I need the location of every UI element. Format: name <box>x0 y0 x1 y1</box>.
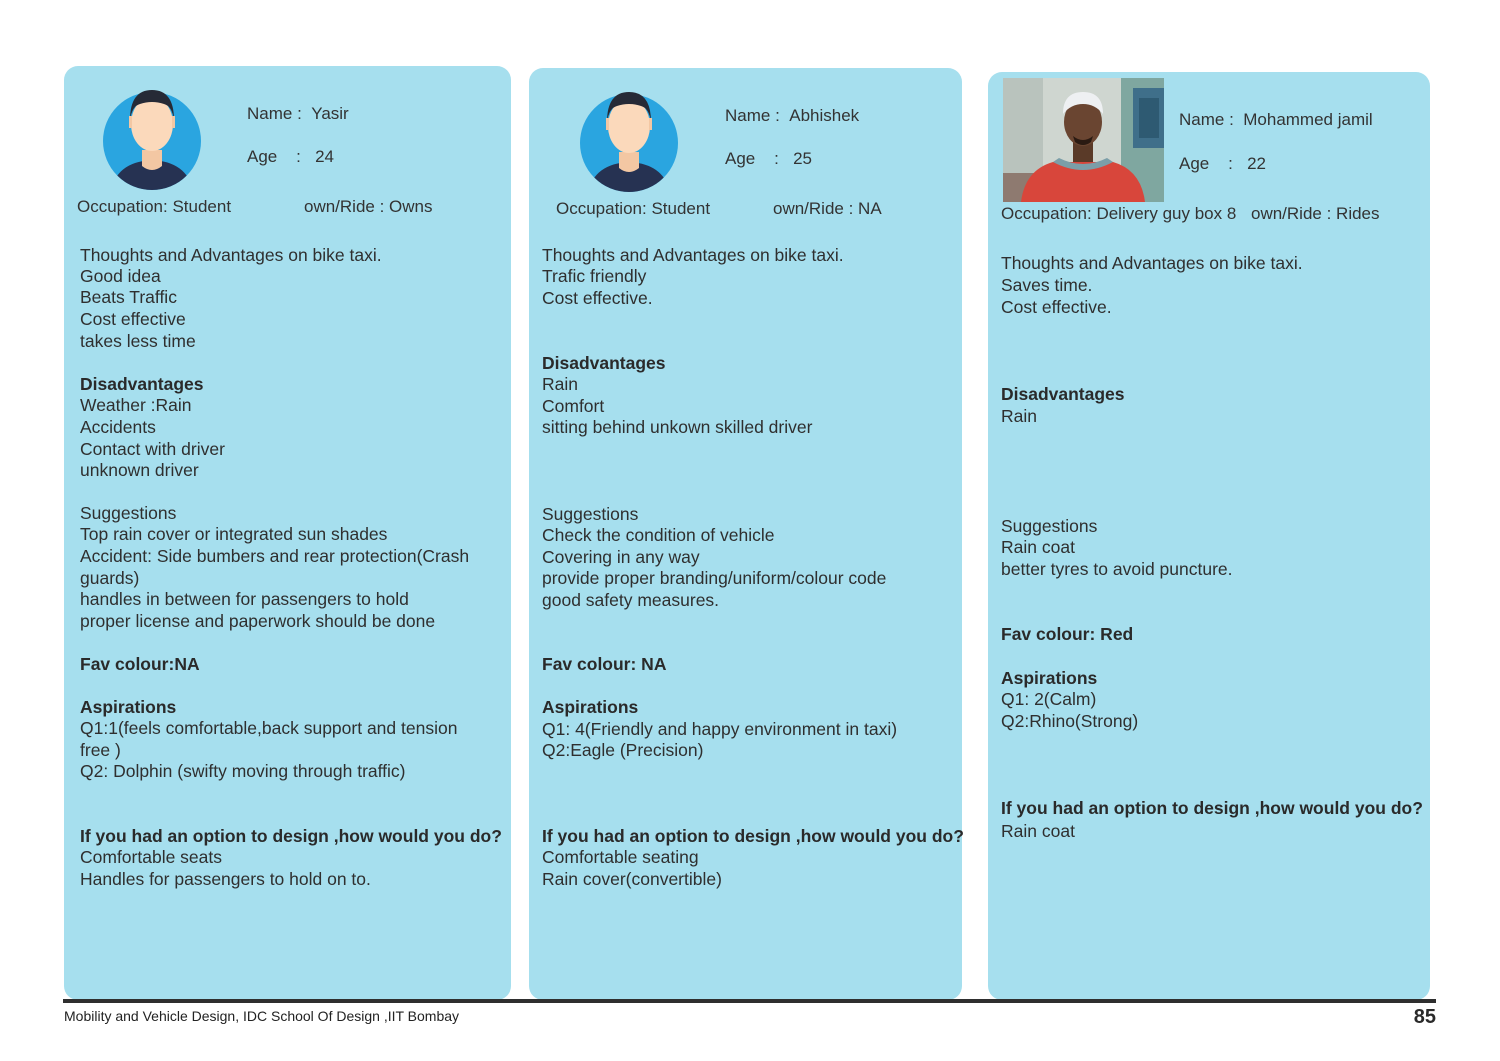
response-line: Thoughts and Advantages on bike taxi. <box>1001 253 1303 273</box>
response-line: unknown driver <box>80 460 199 480</box>
response-line: Accidents <box>80 417 156 437</box>
name-field <box>1179 110 1373 130</box>
response-line: Rain coat <box>1001 821 1075 841</box>
response-line: handles in between for passengers to hold <box>80 589 409 609</box>
footer-rule <box>63 999 1436 1003</box>
response-line: Good idea <box>80 266 161 286</box>
response-line: Rain <box>542 374 578 394</box>
age-field <box>725 149 812 169</box>
response-line: provide proper branding/uniform/colour code <box>542 568 887 588</box>
name-label: Name : <box>247 104 302 123</box>
age-value: 25 <box>793 149 812 168</box>
age-field <box>1179 154 1266 174</box>
response-line: good safety measures. <box>542 590 720 610</box>
response-line: Q1:1(feels comfortable,back support and tension <box>80 718 458 738</box>
response-line: Comfortable seating <box>542 847 699 867</box>
response-line: Suggestions <box>80 503 177 523</box>
response-line: Top rain cover or integrated sun shades <box>80 524 388 544</box>
response-line: Q2: Dolphin (swifty moving through traffic) <box>80 761 406 781</box>
response-line: Cost effective. <box>542 288 653 308</box>
section-heading: Aspirations <box>1001 668 1098 688</box>
age-label: Age <box>725 149 756 168</box>
response-line: Rain coat <box>1001 537 1075 557</box>
age-separator: : <box>1228 154 1233 173</box>
response-line: Trafic friendly <box>542 266 647 286</box>
response-line: Handles for passengers to hold on to. <box>80 869 371 889</box>
age-value: 22 <box>1247 154 1266 173</box>
response-line: Rain <box>1001 406 1037 426</box>
own-ride-text: own/Ride : NA <box>773 199 882 218</box>
section-heading: If you had an option to design ,how would you do? <box>542 826 964 846</box>
response-line: Saves time. <box>1001 275 1093 295</box>
response-line: better tyres to avoid puncture. <box>1001 559 1233 579</box>
response-line: Q1: 2(Calm) <box>1001 689 1097 709</box>
response-line: Comfort <box>542 396 605 416</box>
response-line: Check the condition of vehicle <box>542 525 775 545</box>
persona-card-yasir <box>64 66 511 1000</box>
response-line: Q1: 4(Friendly and happy environment in taxi) <box>542 719 898 739</box>
section-heading: Aspirations <box>80 697 177 717</box>
name-field <box>725 106 859 126</box>
section-heading: If you had an option to design ,how would you do? <box>1001 798 1423 818</box>
section-heading: Aspirations <box>542 697 639 717</box>
response-line: Cost effective <box>80 309 186 329</box>
response-line: Covering in any way <box>542 547 700 567</box>
response-line: Weather :Rain <box>80 395 192 415</box>
response-line: Q2:Rhino(Strong) <box>1001 711 1139 731</box>
response-line: free ) <box>80 740 121 760</box>
section-heading: Fav colour: Red <box>1001 624 1134 644</box>
name-value: Mohammed jamil <box>1243 110 1373 129</box>
section-heading: If you had an option to design ,how would you do? <box>80 826 502 846</box>
age-separator: : <box>774 149 779 168</box>
response-line: Q2:Eagle (Precision) <box>542 740 704 760</box>
response-line: Comfortable seats <box>80 847 223 867</box>
response-line: Thoughts and Advantages on bike taxi. <box>80 245 382 265</box>
age-label: Age <box>247 147 278 166</box>
section-heading: Fav colour:NA <box>80 654 200 674</box>
response-line: proper license and paperwork should be done <box>80 611 436 631</box>
occupation-text: Occupation: Student <box>77 197 232 216</box>
age-value: 24 <box>315 147 334 166</box>
page-number: 85 <box>1413 1006 1436 1028</box>
name-label: Name : <box>725 106 780 125</box>
response-line: Thoughts and Advantages on bike taxi. <box>542 245 844 265</box>
section-heading: Fav colour: NA <box>542 654 667 674</box>
footer-text: Mobility and Vehicle Design, IDC School Of Design ,IIT Bombay <box>64 1008 460 1024</box>
person-avatar-icon <box>102 76 202 192</box>
response-line: Suggestions <box>1001 516 1098 536</box>
own-ride-text: own/Ride : Rides <box>1251 204 1380 223</box>
own-ride-text: own/Ride : Owns <box>304 197 433 216</box>
person-avatar-icon <box>579 78 679 194</box>
name-field <box>247 104 349 124</box>
response-line: Beats Traffic <box>80 287 177 307</box>
section-heading: Disadvantages <box>1001 384 1125 404</box>
age-field <box>247 147 334 167</box>
age-label: Age <box>1179 154 1210 173</box>
response-line: Suggestions <box>542 504 639 524</box>
response-line: Rain cover(convertible) <box>542 869 722 889</box>
occupation-text: Occupation: Delivery guy box 8 <box>1001 204 1237 223</box>
age-separator: : <box>296 147 301 166</box>
response-line: sitting behind unkown skilled driver <box>542 417 813 437</box>
name-label: Name : <box>1179 110 1234 129</box>
persona-card-mohammed-jamil <box>988 72 1430 1000</box>
section-heading: Disadvantages <box>542 353 666 373</box>
response-line: Contact with driver <box>80 439 225 459</box>
response-line: takes less time <box>80 331 196 351</box>
response-line: guards) <box>80 568 140 588</box>
occupation-text: Occupation: Student <box>556 199 711 218</box>
response-line: Cost effective. <box>1001 297 1112 317</box>
person-photo <box>1003 78 1164 202</box>
persona-card-abhishek <box>529 68 962 1000</box>
section-heading: Disadvantages <box>80 374 204 394</box>
name-value: Yasir <box>311 104 349 123</box>
response-line: Accident: Side bumbers and rear protection(Crash <box>80 546 470 566</box>
name-value: Abhishek <box>789 106 860 125</box>
